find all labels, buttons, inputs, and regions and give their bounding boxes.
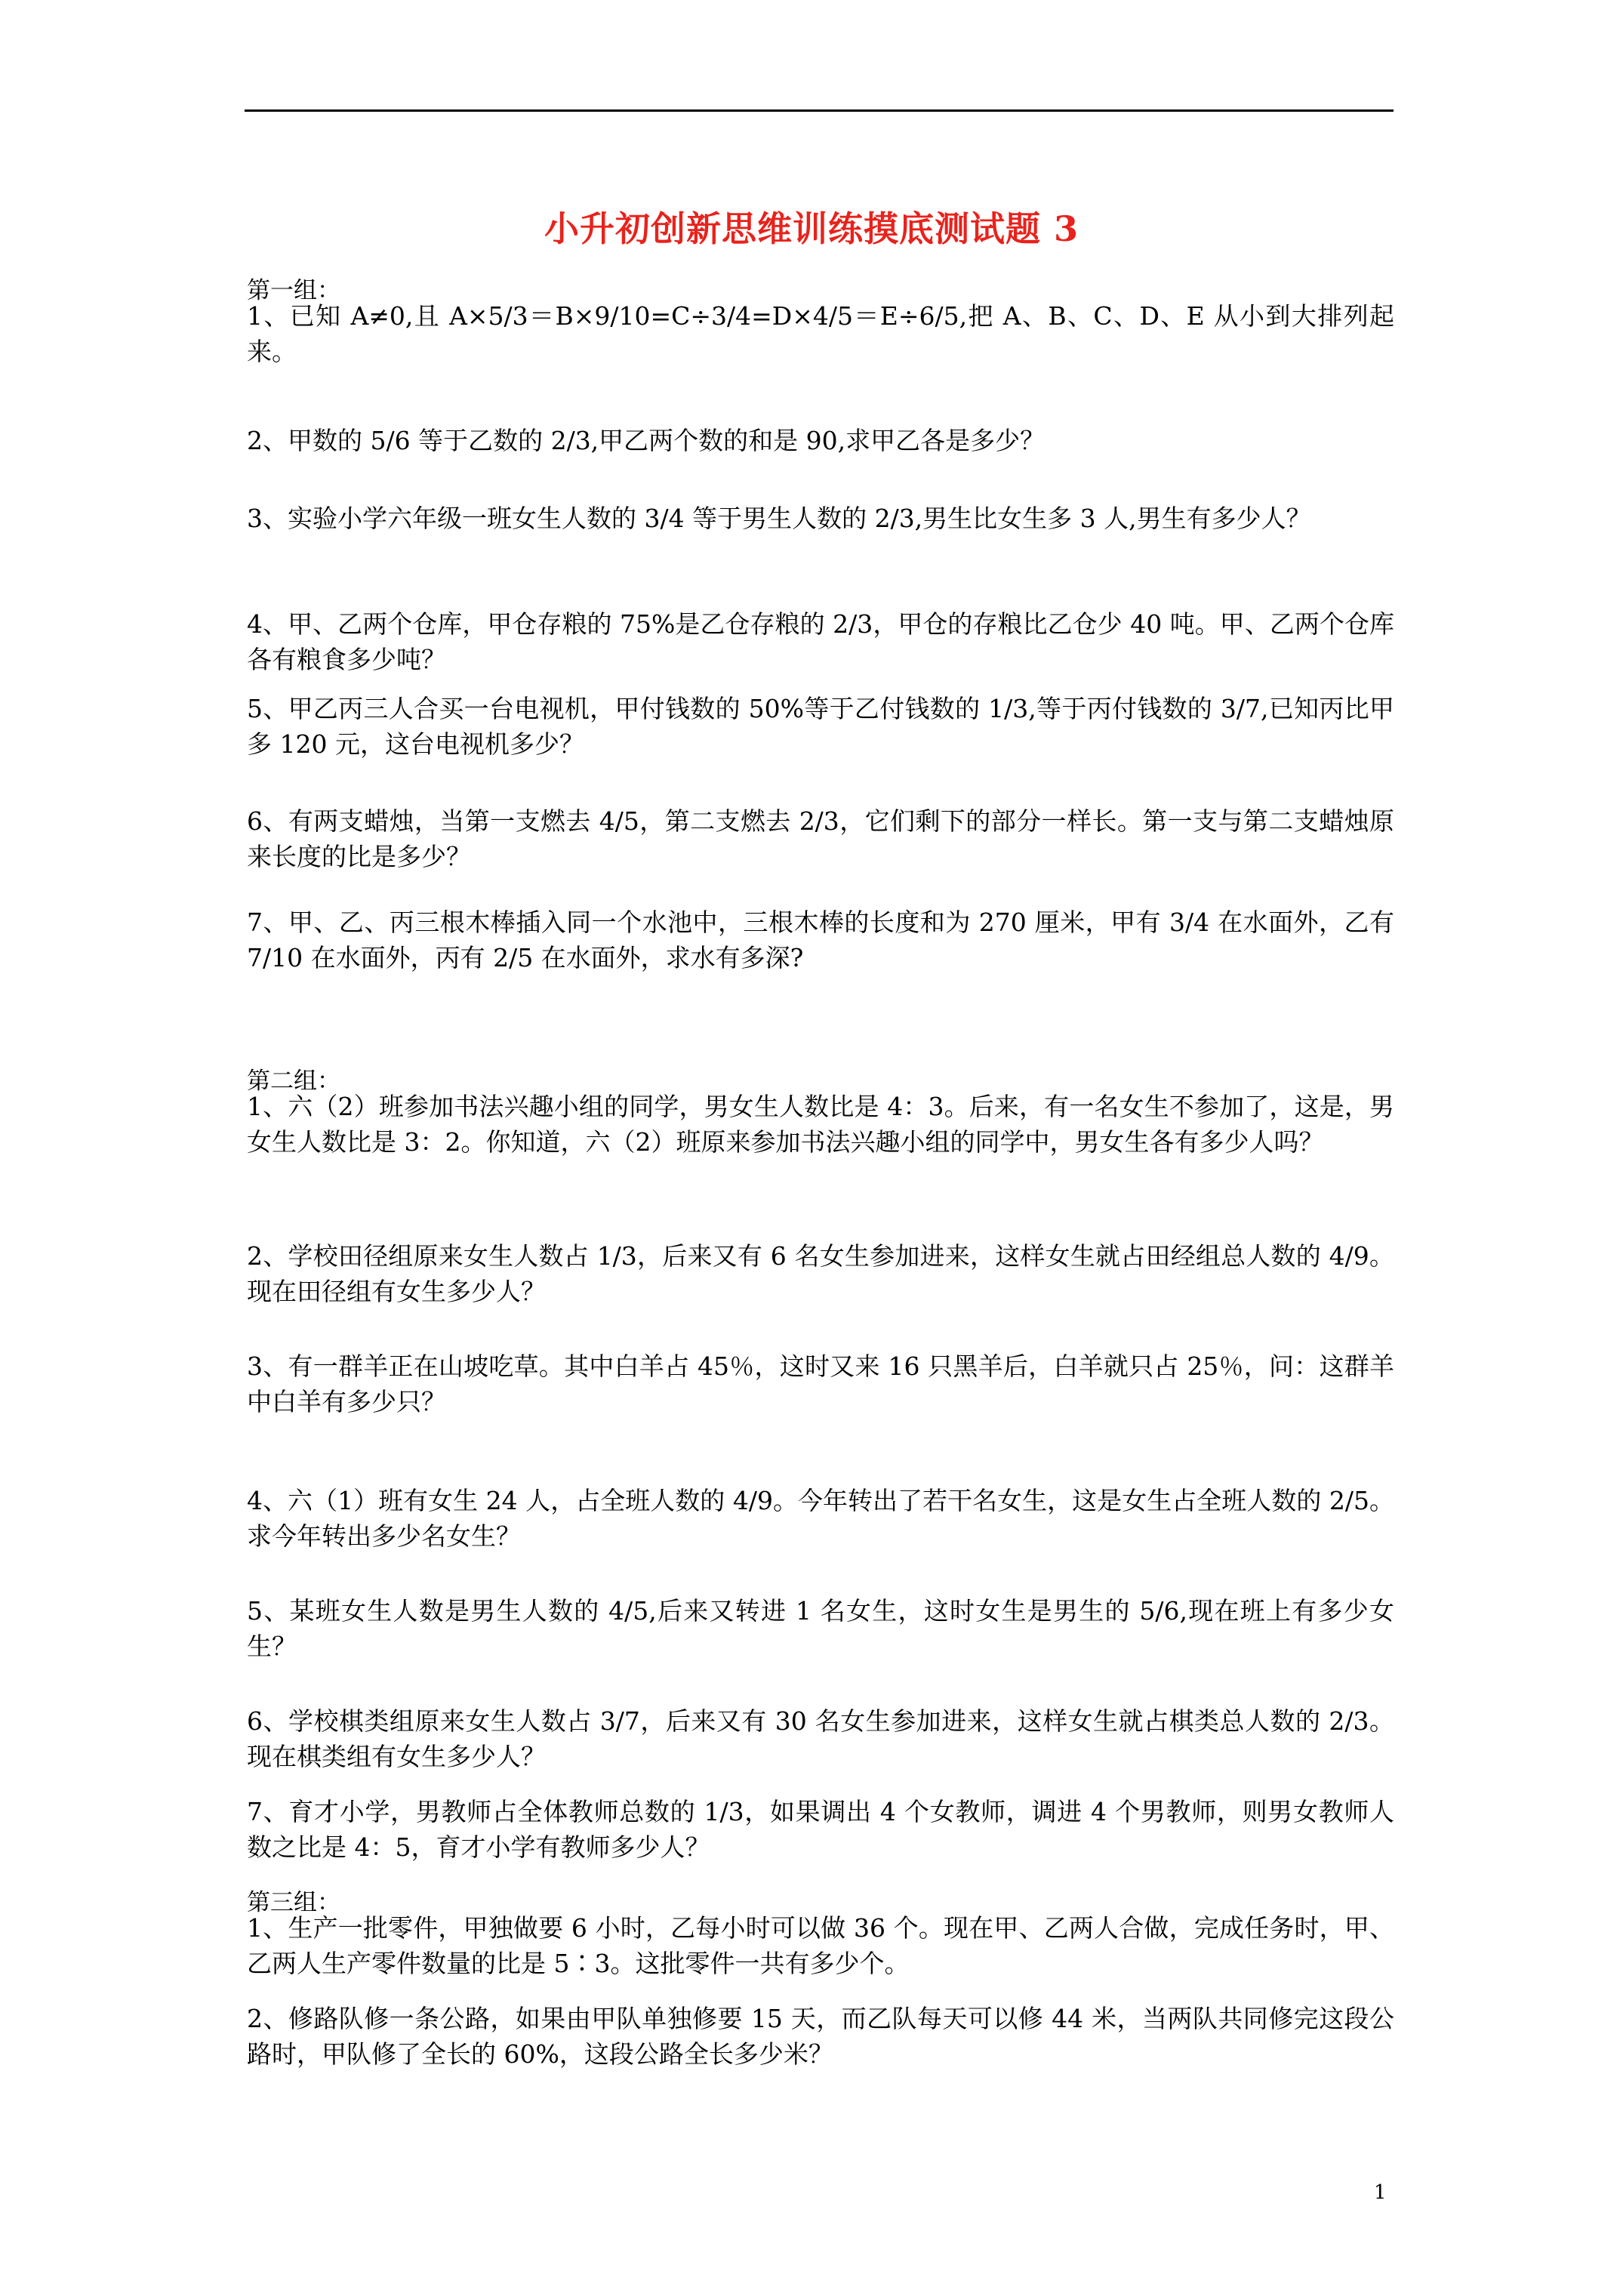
question-item: 6、有两支蜡烛，当第一支燃去 4/5，第二支燃去 2/3，它们剩下的部分一样长。第一支与第二支蜡烛原来长度的比是多少？ [247,806,1394,871]
question-item: 2、学校田径组原来女生人数占 1/3，后来又有 6 名女生参加进来，这样女生就占田经组总人数的 4/9。现在田径组有女生多少人？ [247,1241,1394,1306]
question-item: 7、育才小学，男教师占全体教师总数的 1/3，如果调出 4 个女教师，调进 4 个男教师，则男女教师人数之比是 4：5，育才小学有教师多少人？ [247,1797,1394,1862]
question-item: 1、已知 A≠0,且 A×5/3＝B×9/10=C÷3/4=D×4/5＝E÷6/5,把 A、B、C、D、E 从小到大排列起来。 [247,301,1394,366]
question-item: 2、甲数的 5/6 等于乙数的 2/3,甲乙两个数的和是 90,求甲乙各是多少？ [247,426,1046,455]
group-heading: 第三组： [247,1889,340,1916]
group-heading: 第一组： [247,277,340,304]
question-item: 1、六（2）班参加书法兴趣小组的同学，男女生人数比是 4：3。后来，有一名女生不参加了，这是，男女生人数比是 3：2。你知道，六（2）班原来参加书法兴趣小组的同学中，男女生各有多少人吗？ [247,1092,1394,1157]
question-item: 4、六（1）班有女生 24 人，占全班人数的 4/9。今年转出了若干名女生，这是女生占全班人数的 2/5。求今年转出多少名女生？ [247,1486,1394,1551]
question-item: 1、生产一批零件，甲独做要 6 小时，乙每小时可以做 36 个。现在甲、乙两人合做，完成任务时，甲、乙两人生产零件数量的比是 5∶3。这批零件一共有多少个。 [247,1913,1394,1978]
question-item: 3、有一群羊正在山坡吃草。其中白羊占 45％，这时又来 16 只黑羊后，白羊就只占 25％，问：这群羊中白羊有多少只？ [247,1351,1394,1416]
page-title: 小升初创新思维训练摸底测试题 3 [544,208,1079,249]
question-item: 5、甲乙丙三人合买一台电视机，甲付钱数的 50%等于乙付钱数的 1/3,等于丙付钱数的 3/7,已知丙比甲多 120 元，这台电视机多少？ [247,694,1394,759]
question-item: 7、甲、乙、丙三根木棒插入同一个水池中，三根木棒的长度和为 270 厘米，甲有 3/4 在水面外，乙有 7/10 在水面外，丙有 2/5 在水面外，求水有多深? [247,908,1394,972]
question-item: 6、学校棋类组原来女生人数占 3/7，后来又有 30 名女生参加进来，这样女生就占棋类总人数的 2/3。现在棋类组有女生多少人？ [247,1706,1394,1771]
question-item: 3、实验小学六年级一班女生人数的 3/4 等于男生人数的 2/3,男生比女生多 3 人,男生有多少人？ [247,504,1311,533]
question-item: 5、某班女生人数是男生人数的 4/5,后来又转进 1 名女生，这时女生是男生的 5/6,现在班上有多少女生？ [247,1596,1394,1661]
question-item: 4、甲、乙两个仓库，甲仓存粮的 75%是乙仓存粮的 2/3，甲仓的存粮比乙仓少 40 吨。甲、乙两个仓库各有粮食多少吨？ [247,609,1394,674]
header-rule [245,109,1394,112]
question-item: 2、修路队修一条公路，如果由甲队单独修要 15 天，而乙队每天可以修 44 米，当两队共同修完这段公路时，甲队修了全长的 60%，这段公路全长多少米？ [247,2004,1394,2069]
group-heading: 第二组： [247,1068,340,1095]
page-number: 1 [1374,2181,1387,2204]
